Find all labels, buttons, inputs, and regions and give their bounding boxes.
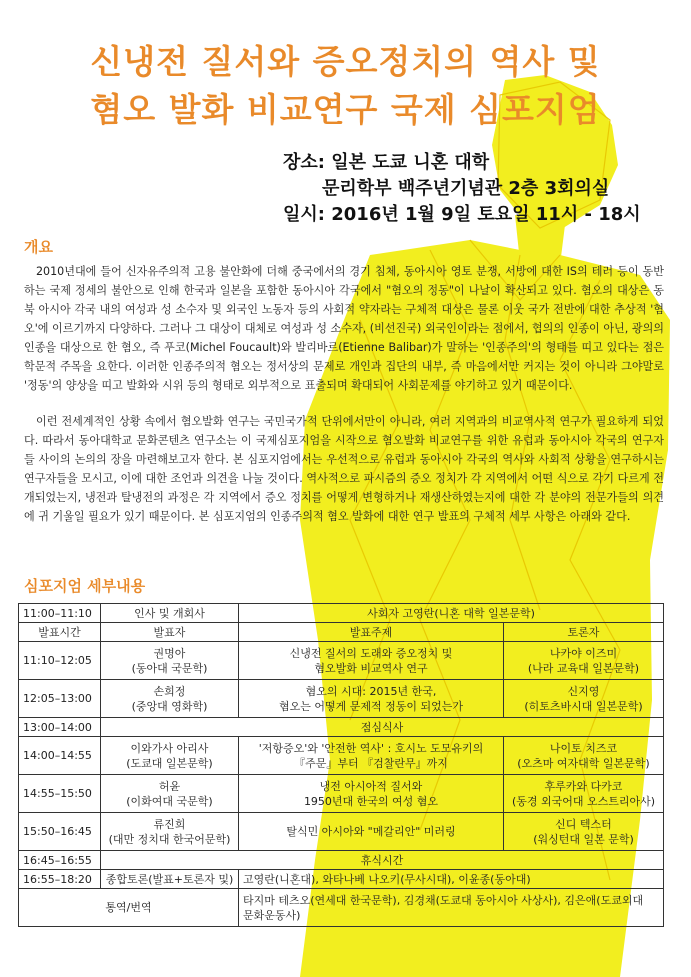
table-row: [19, 775, 664, 813]
presenter-name: 권명아: [153, 646, 186, 660]
discussant-name: 나카야 이즈미: [549, 646, 618, 660]
presenter-affiliation: (중앙대 영화학): [131, 699, 208, 713]
lunch-time: 13:00–14:00: [19, 718, 101, 737]
topic-cell: [239, 775, 504, 813]
presenter-cell: [101, 775, 239, 813]
topic-line-1: 신냉전 질서의 도래와 증오정치 및: [289, 646, 453, 660]
topic-cell: [239, 737, 504, 775]
table-header-row: [19, 623, 664, 642]
presenter-affiliation: (대만 정치대 한국어문학): [108, 832, 231, 846]
schedule-heading: 심포지엄 세부내용: [24, 577, 146, 595]
session-time: 15:50–16:45: [19, 813, 101, 851]
table-row: [19, 642, 664, 680]
presenter-name: 이와가사 아리사: [130, 741, 209, 755]
presenter-cell: [101, 737, 239, 775]
topic-line-2: 혐오발화 비교역사 연구: [314, 661, 428, 675]
discussant-cell: [504, 775, 664, 813]
discussant-cell: [504, 642, 664, 680]
header-presenter: 발표자: [101, 623, 239, 642]
topic-cell: [239, 642, 504, 680]
session-time: 12:05–13:00: [19, 680, 101, 718]
interpretation-cell: [239, 889, 664, 927]
presenter-cell: [101, 813, 239, 851]
overview-heading: 개요: [24, 238, 53, 256]
discussant-name: 후루카와 다카코: [544, 779, 623, 793]
discussant-affiliation: (워싱턴대 일본 문학): [533, 832, 634, 846]
interpretation-label: 통역/번역: [19, 889, 239, 927]
opening-time: 11:00–11:10: [19, 604, 101, 623]
topic-cell: [239, 680, 504, 718]
table-row: [19, 680, 664, 718]
table-row: [19, 737, 664, 775]
discussant-affiliation: (오츠마 여자대학 일본문학): [517, 756, 650, 770]
presenter-name: 허윤: [158, 779, 181, 793]
discussant-name: 신지영: [567, 684, 600, 698]
break-label: 휴식시간: [101, 851, 664, 870]
topic-line-2: 『주문』부터 『검찰란무』까지: [294, 756, 448, 770]
table-row: [19, 604, 664, 623]
date-line: 일시: 2016년 1월 9일 토요일 11시 - 18시: [283, 204, 641, 225]
presenter-name: 류진희: [153, 817, 186, 831]
interpretation-line-2: 문화운동사): [243, 908, 301, 922]
discussant-name: 신디 텍스터: [555, 817, 612, 831]
table-row: [19, 870, 664, 889]
discussion-participants: 고영란(니혼대), 와타나베 나오키(무사시대), 이윤종(동아대): [239, 870, 664, 889]
discussion-time: 16:55–18:20: [19, 870, 101, 889]
overview-paragraph-1: 2010년대에 들어 신자유주의적 고용 불안화에 더해 중국에서의 경기 침체, 동아시아 영토 분쟁, 서방에 대한 IS의 테러 등이 동반하는 국제 정세의 불안으로 인해 한국과 일본을 포함한 동아시아 각국에서 "혐오의 정동"이 나날이 확산되고 있다. 혐오의 대상은 동북 아시아 각국 내의 여성과 성 소수자 및 외국인 노동자 등의 사회적 약자라는 구체적 대상은 물론 이웃 국가 전반에 대한 추상적 '혐오'에 이르기까지 다양하다. 그러나 그 대상이 대체로 여성과 성 소수자, (비선진국) 외국인이라는 점에서, 협의의 인종이 아닌, 광의의 인종을 대상으로 한 혐오, 즉 푸코(Michel Foucault)와 발리바르(Etienne Balibar)가 말하는 '인종주의'의 형태를 띠고 있다는 점은 학문적 주목을 요한다. 이러한 인종주의적 혐오는 정서상의 문제로 개인과 집단의 내부, 즉 마음에서만 커지는 것이 아니라 그야말로 '정동'의 양상을 띠고 발화와 시위 등의 형태로 외부적으로 표출되며 확대되어 사회문제를 야기하고 있기 때문이다.: [24, 265, 664, 392]
schedule-table: [18, 603, 664, 927]
discussion-label: 종합토론(발표+토론자 및): [101, 870, 239, 889]
presenter-affiliation: (도쿄대 일본문학): [126, 756, 213, 770]
session-time: 14:00–14:55: [19, 737, 101, 775]
presenter-cell: [101, 642, 239, 680]
topic-line-1: 혐오의 시대: 2015년 한국,: [305, 684, 437, 698]
table-row: [19, 813, 664, 851]
venue-line-1: 장소: 일본 도쿄 니혼 대학: [283, 152, 490, 173]
table-row: [19, 718, 664, 737]
topic-line-1: 냉전 아시아적 질서와: [319, 779, 423, 793]
presenter-affiliation: (이화여대 국문학): [126, 794, 213, 808]
opening-moderator: 사회자 고영란(니혼 대학 일본문학): [239, 604, 664, 623]
session-time: 11:10–12:05: [19, 642, 101, 680]
title-line-1: 신냉전 질서와 증오정치의 역사 및: [90, 42, 601, 81]
topic-line-2: 탈식민 아시아와 "메갈리안" 미러링: [286, 825, 456, 838]
presenter-cell: [101, 680, 239, 718]
lunch-label: 점심식사: [101, 718, 664, 737]
overview-paragraph-2: 이런 전세계적인 상황 속에서 혐오발화 연구는 국민국가적 단위에서만이 아니라, 여러 지역과의 비교역사적 연구가 필요하게 되었다. 따라서 동아대학교 문화콘텐츠 연구소는 이 국제심포지엄을 시작으로 혐오발화 비교연구를 위한 유럽과 동아시아 각국의 연구자들 사이의 논의의 장을 마련해보고자 한다. 본 심포지엄에서는 우선적으로 유럽과 동아시아 각국의 역사와 사회적 상황을 연구하시는 연구자들을 모시고, 이에 대한 조언과 의견을 나눌 것이다. 역사적으로 파시즘의 증오 정치가 각 지역에서 어떤 식으로 각기 다르게 전개되었는지, 냉전과 탈냉전의 과정은 각 지역에서 증오 정치를 어떻게 변형하거나 재생산하였는지에 대한 각 분야의 전문가들의 의견에 귀 기울일 필요가 있기 때문이다. 본 심포지엄의 인종주의적 혐오 발화에 대한 연구 발표의 구체적 세부 사항은 아래와 같다.: [24, 415, 664, 523]
session-time: 14:55–15:50: [19, 775, 101, 813]
table-row: [19, 851, 664, 870]
topic-line-2: 1950년대 한국의 여성 혐오: [303, 794, 439, 808]
topic-cell: [239, 813, 504, 851]
discussant-cell: [504, 680, 664, 718]
presenter-name: 손희정: [153, 684, 186, 698]
discussant-affiliation: (히토츠바시대 일본문학): [524, 699, 643, 713]
topic-line-1: '저항증오'와 '안전한 역사' : 호시노 도모유키의: [258, 741, 484, 755]
table-row: [19, 889, 664, 927]
opening-label: 인사 및 개회사: [101, 604, 239, 623]
break-time: 16:45–16:55: [19, 851, 101, 870]
interpretation-line-1: 타지마 테츠오(연세대 한국문학), 김경채(도쿄대 동아시아 사상사), 김은애(도쿄외대: [243, 893, 644, 907]
discussant-cell: [504, 813, 664, 851]
presenter-affiliation: (동아대 국문학): [131, 661, 208, 675]
discussant-affiliation: (나라 교육대 일본문학): [527, 661, 640, 675]
header-time: 발표시간: [19, 623, 101, 642]
header-topic: 발표주제: [239, 623, 504, 642]
topic-line-2: 혐오는 어떻게 문제적 정동이 되었는가: [278, 699, 463, 713]
discussant-cell: [504, 737, 664, 775]
discussant-name: 나이토 치즈코: [549, 741, 618, 755]
title-line-2: 혐오 발화 비교연구 국제 심포지엄: [90, 90, 601, 129]
header-discussant: 토론자: [504, 623, 664, 642]
venue-line-2: 문리학부 백주년기념관 2층 3회의실: [322, 178, 610, 199]
discussant-affiliation: (동경 외국어대 오스트리아사): [511, 794, 656, 808]
